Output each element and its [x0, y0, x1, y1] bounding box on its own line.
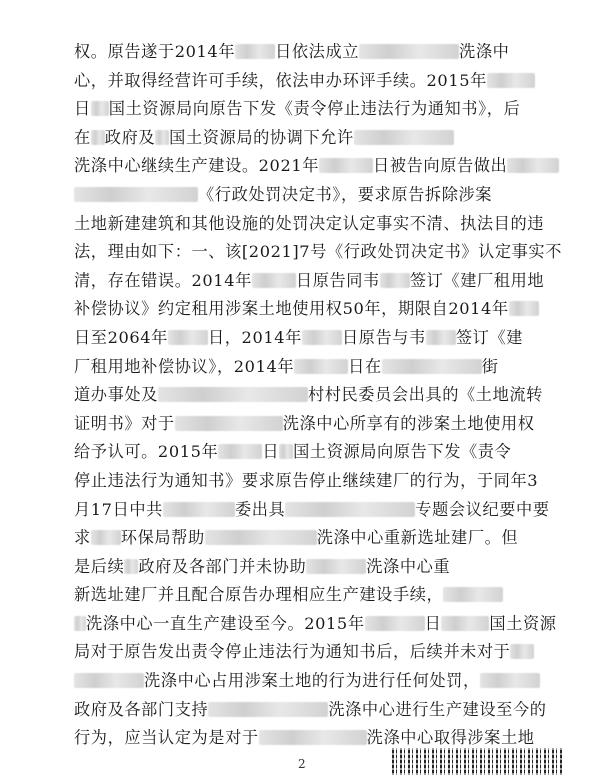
redaction-block [487, 73, 535, 88]
redaction-block [507, 158, 559, 173]
text-segment: 政府及各部门支持 [74, 699, 209, 719]
text-segment: 国土资源局向原告下发《责令 [293, 442, 512, 462]
text-segment: 日 [424, 613, 442, 633]
text-segment: 专题会议纪要中要 [415, 499, 550, 519]
redaction-block [74, 673, 144, 688]
redaction-block [74, 616, 86, 631]
text-segment: 街 [481, 356, 499, 376]
redaction-block [124, 559, 138, 574]
text-line [74, 353, 554, 382]
text-segment: 厂租用地补偿协议》，2014年 [74, 356, 295, 376]
redaction-block [441, 616, 489, 631]
text-line [74, 152, 554, 181]
redaction-block [294, 359, 348, 374]
text-segment: 日原告与韦 [341, 327, 426, 347]
text-segment: 签订《建 [455, 327, 524, 347]
text-segment: 日 [74, 99, 91, 119]
redaction-block [509, 301, 539, 316]
redaction-block [163, 502, 235, 517]
redaction-block [252, 273, 296, 288]
text-line [74, 410, 554, 439]
text-line [74, 67, 554, 96]
text-line [74, 381, 554, 410]
redaction-block [279, 444, 293, 459]
text-segment: 国土资源局的协调下允许 [169, 127, 354, 147]
redaction-block [302, 330, 342, 345]
text-segment: 洗涤中心一直生产建设至今。2015年 [86, 613, 365, 633]
text-segment: 土地新建建筑和其他设施的处罚决定认定事实不清、执法目的违 [74, 213, 545, 233]
text-line [74, 667, 554, 696]
text-line [74, 467, 554, 496]
redaction-block [175, 416, 283, 431]
text-line [74, 581, 554, 610]
redaction-block [354, 130, 454, 145]
text-segment: 洗涤中心所享有的涉案土地使用权 [282, 413, 535, 433]
redaction-block [306, 559, 366, 574]
text-segment: 行为，应当认定为是对于 [74, 728, 259, 748]
text-segment: 洗涤中心进行生产建设至今的 [328, 699, 547, 719]
barcode-overlay [392, 748, 562, 775]
text-segment: 日在 [348, 356, 382, 376]
redaction-block [158, 387, 308, 402]
redaction-block [168, 330, 208, 345]
redaction-block [443, 587, 503, 602]
text-segment: 日至2064年 [74, 327, 168, 347]
text-line [74, 124, 554, 153]
text-line [74, 238, 563, 267]
redaction-block [91, 530, 121, 545]
redaction-block [285, 502, 415, 517]
redaction-block [155, 130, 169, 145]
text-line [74, 696, 554, 725]
text-segment: 日，2014年 [207, 327, 302, 347]
text-segment: 国土资源局向原告下发《责令停止违法行为通知书》，后 [108, 99, 521, 119]
text-segment: 给予认可。2015年 [74, 442, 219, 462]
text-line [74, 496, 554, 525]
text-segment: 局对于原告发出责令停止违法行为通知书后，后续并未对于 [74, 642, 511, 662]
text-line [74, 295, 554, 324]
text-line [74, 324, 554, 353]
text-line [74, 438, 554, 467]
redaction-block [218, 444, 262, 459]
text-segment: 是后续 [74, 556, 125, 576]
text-line [74, 38, 554, 67]
text-line [74, 553, 554, 582]
text-segment: 政府及各部门并未协助 [138, 556, 307, 576]
text-segment: 停止违法行为通知书》要求原告停止继续建厂的行为，于同年3 [74, 470, 539, 490]
redaction-block [205, 530, 317, 545]
text-segment: 法，理由如下：一、该[2021]7号《行政处罚决定书》认定事实不 [74, 242, 563, 262]
text-segment: 清，存在错误。2014年 [74, 270, 252, 290]
text-segment: 证明书》对于 [74, 413, 175, 433]
text-segment: 心，并取得经营许可手续，依法申办环评手续。2015年 [74, 70, 487, 90]
redaction-block [74, 187, 198, 202]
redaction-block [382, 359, 482, 374]
redaction-block [235, 44, 275, 59]
text-line [74, 267, 554, 296]
text-segment: 补偿协议》约定租用涉案土地使用权50年，期限自2014年 [74, 299, 509, 319]
text-segment: 签订《建厂租用地 [409, 270, 545, 290]
text-segment: 委出具 [234, 499, 286, 519]
body-text [74, 38, 563, 753]
text-segment: 道办事处及 [74, 385, 158, 405]
text-segment: 国土资源 [489, 613, 557, 633]
redaction-block [319, 158, 373, 173]
text-segment: 洗涤中心占用涉案土地的行为进行任何处罚， [144, 671, 480, 691]
text-segment: 日依法成立 [275, 42, 360, 61]
redaction-block [510, 644, 534, 659]
text-segment: 洗涤中 [459, 42, 510, 61]
redaction-block [259, 730, 367, 745]
page-number: 2 [298, 757, 306, 771]
redaction-block [208, 702, 328, 717]
redaction-block [359, 44, 459, 59]
text-segment: 求 [74, 528, 91, 548]
text-segment: 环保局帮助 [120, 528, 205, 548]
text-line [74, 610, 557, 639]
redaction-block [365, 616, 425, 631]
text-segment: 洗涤中心取得涉案土地 [366, 728, 535, 748]
text-segment: 新选址建厂并且配合原告办理相应生产建设手续， [74, 585, 444, 605]
redaction-block [480, 673, 540, 688]
text-segment: 日被告向原告做出 [373, 156, 508, 176]
redaction-block [426, 330, 456, 345]
redaction-block [91, 101, 109, 116]
text-segment: 日 [262, 442, 280, 462]
text-segment: 村村民委员会出具的《土地流转 [307, 385, 543, 405]
text-line [74, 210, 554, 239]
redaction-block [91, 130, 105, 145]
text-segment: 月17日中共 [74, 499, 163, 519]
text-line [74, 524, 554, 553]
text-segment: 日原告同韦 [295, 270, 380, 290]
text-line [74, 181, 554, 210]
redaction-block [380, 273, 410, 288]
text-line [74, 638, 554, 667]
text-segment: 洗涤中心重新选址建厂。但 [316, 528, 519, 548]
text-segment: 洗涤中心继续生产建设。2021年 [74, 156, 320, 176]
text-segment: 权。原告遂于2014年 [74, 42, 236, 61]
text-line [74, 95, 554, 124]
text-segment: 在 [74, 127, 91, 147]
text-segment: 洗涤中心重 [366, 556, 451, 576]
text-segment: 《行政处罚决定书》，要求原告拆除涉案 [198, 184, 493, 204]
text-segment: 政府及 [104, 127, 156, 147]
